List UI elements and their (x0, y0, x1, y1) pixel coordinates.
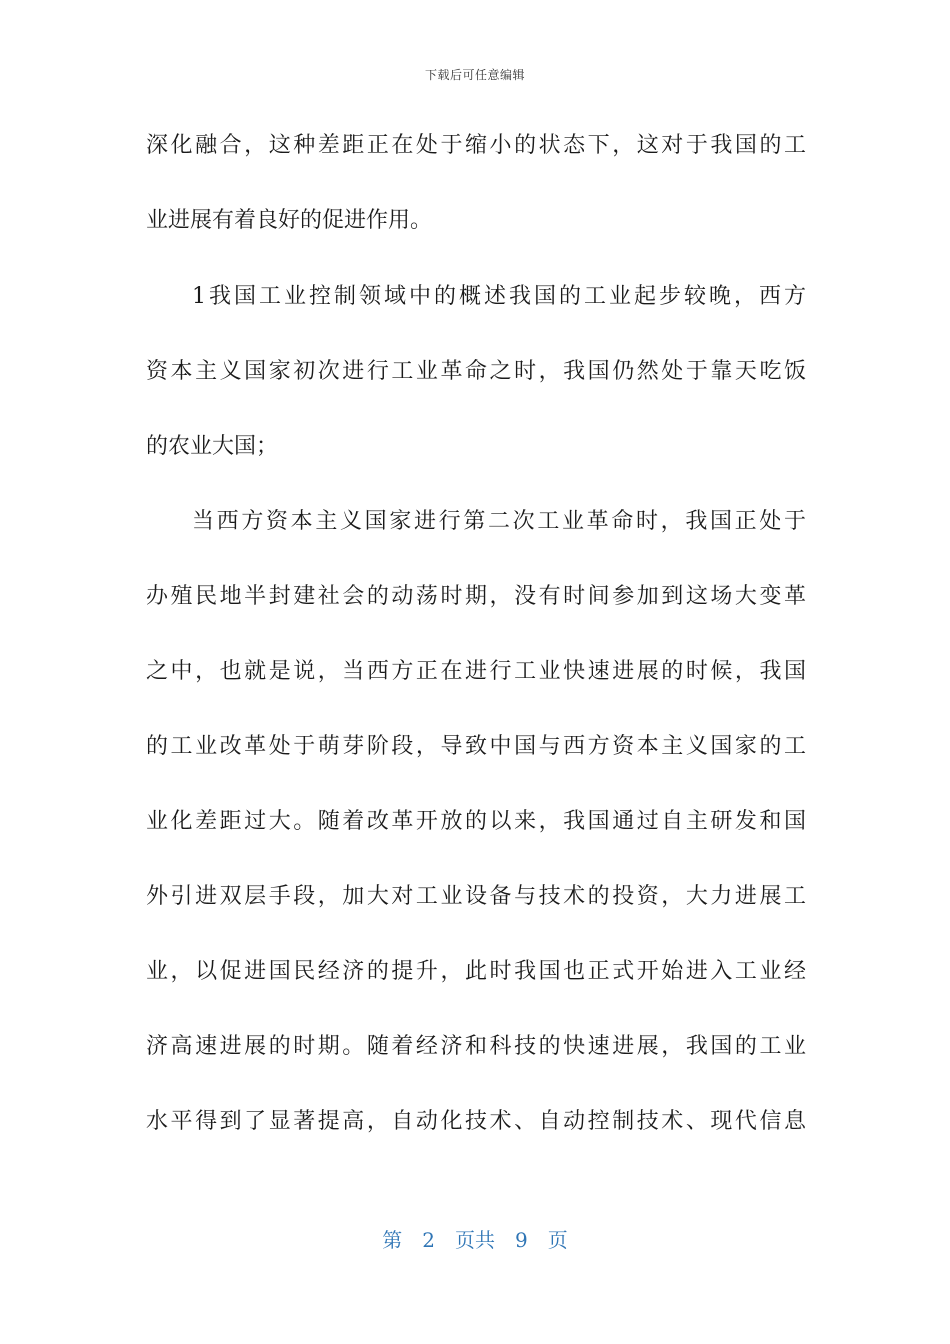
body-line: 资本主义国家初次进行工业革命之时，我国仍然处于靠天吃饭 (146, 359, 806, 384)
page-footer (0, 1224, 950, 1253)
page-mid: 页共 (455, 1228, 495, 1252)
page-suffix: 页 (547, 1228, 568, 1252)
body-line: 办殖民地半封建社会的动荡时期，没有时间参加到这场大变革 (146, 584, 806, 609)
paragraph-first-line: 1我国工业控制领域中的概述我国的工业起步较晚，西方 (192, 284, 806, 309)
body-line: 业，以促进国民经济的提升，此时我国也正式开始进入工业经 (146, 959, 806, 984)
body-line: 的工业改革处于萌芽阶段，导致中国与西方资本主义国家的工 (146, 734, 806, 759)
body-line: 业进展有着良好的促进作用。 (146, 208, 433, 233)
header-note: 下载后可任意编辑 (424, 68, 525, 82)
body-line: 深化融合，这种差距正在处于缩小的状态下，这对于我国的工 (146, 133, 806, 158)
page-current: 2 (422, 1228, 435, 1252)
body-line: 之中，也就是说，当西方正在进行工业快速进展的时候，我国 (146, 659, 806, 684)
body-line: 的农业大国； (146, 434, 279, 459)
body-line: 水平得到了显著提高，自动化技术、自动控制技术、现代信息 (146, 1109, 806, 1134)
page-prefix: 第 (382, 1228, 403, 1252)
body-line: 业化差距过大。随着改革开放的以来，我国通过自主研发和国 (146, 809, 806, 834)
body-line: 外引进双层手段，加大对工业设备与技术的投资，大力进展工 (146, 884, 806, 909)
body-line: 济高速进展的时期。随着经济和科技的快速进展，我国的工业 (146, 1034, 806, 1059)
page-total: 9 (515, 1228, 528, 1252)
paragraph-first-line: 当西方资本主义国家进行第二次工业革命时，我国正处于 (192, 509, 806, 534)
